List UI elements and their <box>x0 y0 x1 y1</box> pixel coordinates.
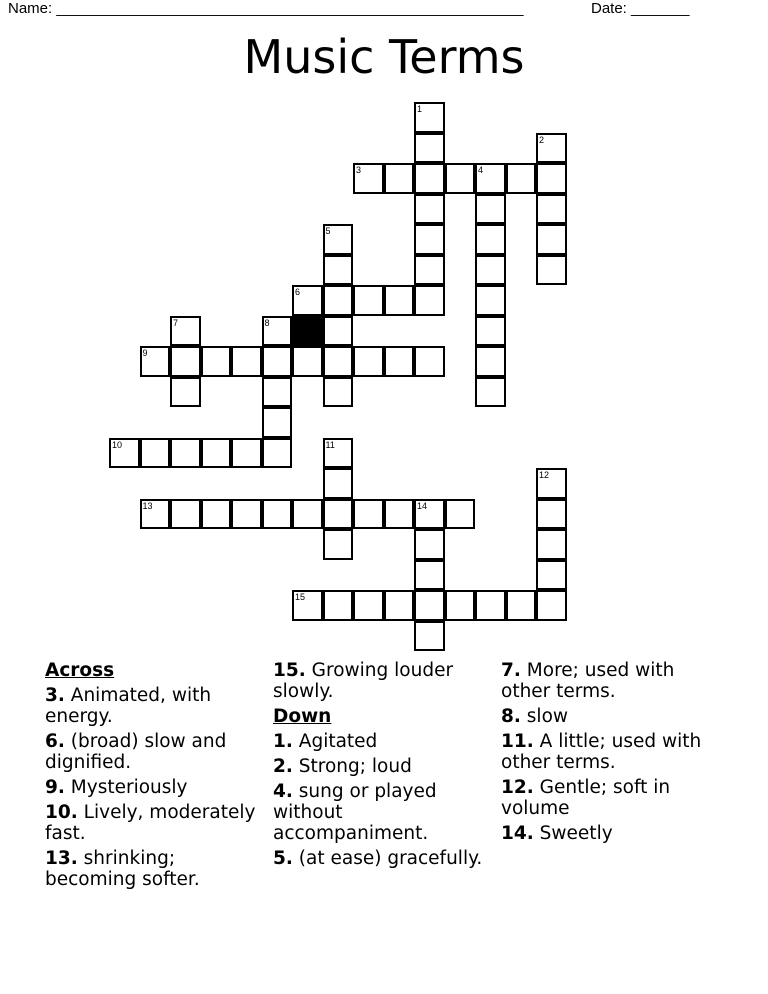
clue-down-4: 4. sung or played without accompaniment. <box>273 781 437 844</box>
grid-cell[interactable] <box>475 224 506 255</box>
grid-cell[interactable] <box>414 560 445 591</box>
grid-cell[interactable] <box>170 499 201 530</box>
grid-cell[interactable] <box>536 590 567 621</box>
grid-cell[interactable] <box>353 590 384 621</box>
clue-number: 2 <box>539 134 545 145</box>
grid-cell[interactable] <box>536 163 567 194</box>
grid-cell[interactable] <box>536 255 567 286</box>
clue-across-10: 10. Lively, moderately fast. <box>45 802 256 844</box>
clue-number: 6 <box>295 287 301 297</box>
grid-cell[interactable] <box>109 438 140 469</box>
clue-number: 8 <box>264 317 270 328</box>
clue-number: 13 <box>142 500 153 511</box>
grid-cell[interactable] <box>353 346 384 377</box>
clue-number: 4 <box>478 165 484 175</box>
clue-column-2 <box>273 660 488 873</box>
grid-cell[interactable] <box>445 163 476 194</box>
grid-cell[interactable] <box>506 590 537 621</box>
grid-cell[interactable] <box>231 499 262 530</box>
grid-cell[interactable] <box>323 285 354 316</box>
grid-cell[interactable] <box>353 499 384 530</box>
clue-number: 1 <box>417 104 423 114</box>
grid-cell[interactable] <box>384 163 415 194</box>
clue-number: 9 <box>142 348 148 358</box>
grid-cell[interactable] <box>353 163 384 194</box>
grid-cell[interactable] <box>323 499 354 530</box>
grid-cell[interactable] <box>536 529 567 560</box>
clue-number: 5 <box>325 226 331 236</box>
grid-cell[interactable] <box>292 285 323 316</box>
clue-across-3: 3. Animated, with energy. <box>45 685 212 727</box>
clue-down-12: 12. Gentle; soft in volume <box>501 777 671 819</box>
clue-down-7: 7. More; used with other terms. <box>501 660 675 702</box>
grid-cell[interactable] <box>140 346 171 377</box>
grid-cell[interactable] <box>475 163 506 194</box>
grid-cell[interactable] <box>231 346 262 377</box>
grid-cell[interactable] <box>323 346 354 377</box>
across-heading: Across <box>45 660 115 681</box>
grid-cell[interactable] <box>475 285 506 316</box>
grid-cell[interactable] <box>201 438 232 469</box>
clue-number: 3 <box>356 165 362 175</box>
grid-cell[interactable] <box>323 590 354 621</box>
grid-cell[interactable] <box>475 590 506 621</box>
clue-column-1 <box>45 660 260 894</box>
grid-cell[interactable] <box>445 499 476 530</box>
grid-cell[interactable] <box>414 346 445 377</box>
grid-cell[interactable] <box>262 346 293 377</box>
clue-down-2: 2. Strong; loud <box>273 756 412 777</box>
grid-cell[interactable] <box>414 529 445 560</box>
grid-cell[interactable] <box>414 224 445 255</box>
grid-cell[interactable] <box>170 316 201 347</box>
grid-cell[interactable] <box>536 133 567 164</box>
grid-cell[interactable] <box>231 438 262 469</box>
clue-column-3 <box>501 660 716 848</box>
grid-cell[interactable] <box>262 438 293 469</box>
grid-cell[interactable] <box>323 255 354 286</box>
grid-cell[interactable] <box>323 377 354 408</box>
grid-cell[interactable] <box>536 560 567 591</box>
name-field[interactable]: Name: ________________________________________________________ <box>8 0 524 17</box>
down-heading: Down <box>273 706 332 727</box>
grid-cell[interactable] <box>323 316 354 347</box>
grid-cell[interactable] <box>384 285 415 316</box>
clue-number: 15 <box>295 592 306 602</box>
grid-cell[interactable] <box>536 194 567 225</box>
grid-cell[interactable] <box>414 621 445 652</box>
date-field[interactable]: Date: _______ <box>591 0 690 17</box>
clue-across-13: 13. shrinking; becoming softer. <box>45 848 200 890</box>
clue-down-14: 14. Sweetly <box>501 823 613 844</box>
grid-cell[interactable] <box>445 590 476 621</box>
grid-cell[interactable] <box>475 377 506 408</box>
page-title: Music Terms <box>243 30 525 84</box>
black-cell <box>292 316 323 347</box>
grid-cell[interactable] <box>323 438 354 469</box>
grid-cell[interactable] <box>262 377 293 408</box>
grid-cell[interactable] <box>170 346 201 377</box>
clue-down-1: 1. Agitated <box>273 731 378 752</box>
clue-across-6: 6. (broad) slow and dignified. <box>45 731 227 773</box>
grid-cell[interactable] <box>170 377 201 408</box>
grid-cell[interactable] <box>475 194 506 225</box>
grid-cell[interactable] <box>201 346 232 377</box>
grid-cell[interactable] <box>414 102 445 133</box>
grid-cell[interactable] <box>353 285 384 316</box>
grid-cell[interactable] <box>292 346 323 377</box>
grid-cell[interactable] <box>475 316 506 347</box>
clue-down-8: 8. slow <box>501 706 569 727</box>
clue-number: 10 <box>112 439 123 450</box>
grid-cell[interactable] <box>140 438 171 469</box>
grid-cell[interactable] <box>140 499 171 530</box>
grid-cell[interactable] <box>323 468 354 499</box>
clue-down-11: 11. A little; used with other terms. <box>501 731 702 773</box>
grid-cell[interactable] <box>536 468 567 499</box>
clue-number: 7 <box>173 317 179 328</box>
clue-down-5: 5. (at ease) gracefully. <box>273 848 483 869</box>
grid-cell[interactable] <box>384 346 415 377</box>
grid-cell[interactable] <box>170 438 201 469</box>
grid-cell[interactable] <box>414 255 445 286</box>
grid-cell[interactable] <box>262 316 293 347</box>
grid-cell[interactable] <box>292 590 323 621</box>
grid-cell[interactable] <box>323 224 354 255</box>
grid-cell[interactable] <box>414 285 445 316</box>
grid-cell[interactable] <box>475 255 506 286</box>
clue-across-15: 15. Growing louder slowly. <box>273 660 454 702</box>
clue-number: 12 <box>539 470 550 480</box>
clue-number: 14 <box>417 500 428 511</box>
grid-cell[interactable] <box>323 529 354 560</box>
grid-cell[interactable] <box>506 163 537 194</box>
grid-cell[interactable] <box>414 194 445 225</box>
grid-cell[interactable] <box>414 590 445 621</box>
grid-cell[interactable] <box>536 224 567 255</box>
grid-cell[interactable] <box>475 346 506 377</box>
grid-cell[interactable] <box>384 499 415 530</box>
grid-cell[interactable] <box>292 499 323 530</box>
grid-cell[interactable] <box>262 499 293 530</box>
grid-cell[interactable] <box>384 590 415 621</box>
grid-cell[interactable] <box>536 499 567 530</box>
clue-number: 11 <box>325 439 335 450</box>
grid-cell[interactable] <box>414 163 445 194</box>
grid-cell[interactable] <box>414 499 445 530</box>
grid-cell[interactable] <box>414 133 445 164</box>
grid-cell[interactable] <box>201 499 232 530</box>
clue-across-9: 9. Mysteriously <box>45 777 188 798</box>
grid-cell[interactable] <box>262 407 293 438</box>
